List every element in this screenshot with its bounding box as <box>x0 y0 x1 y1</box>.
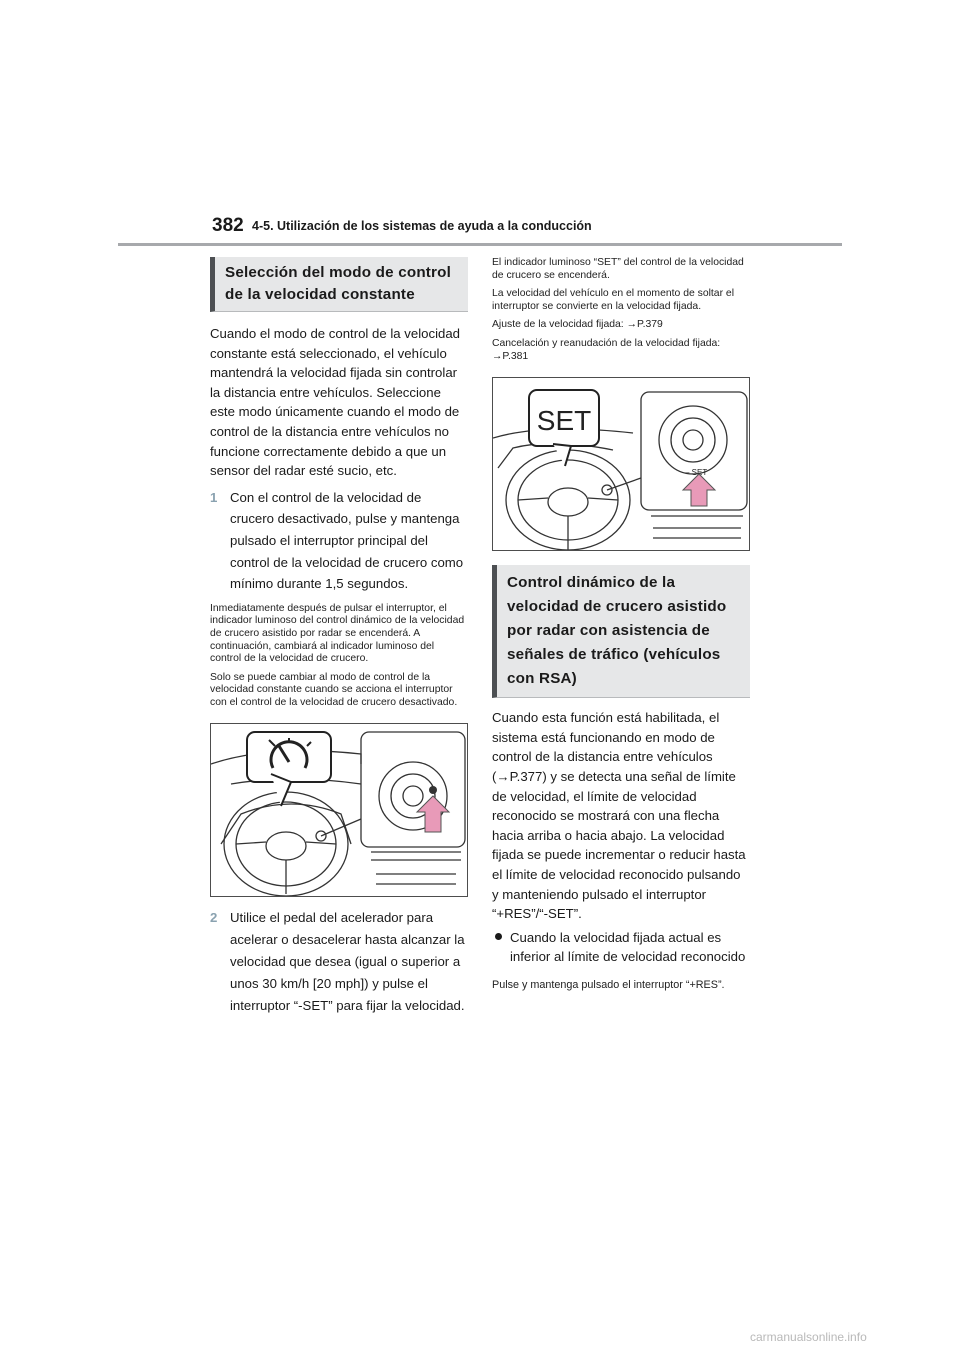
rsa-bullet-text: Cuando la velocidad fijada actual es inferior al límite de velocidad reconocido <box>510 929 746 965</box>
note-fixed-speed: La velocidad del vehículo en el momento de soltar el interruptor se convierte en la velocidad fijada. <box>492 288 735 312</box>
rsa-bullet <box>492 928 750 967</box>
set-indicator-callout <box>529 390 599 466</box>
section-title-constant-speed: Selección del modo de control de la velocidad constante <box>210 257 468 312</box>
cruise-control-icon-callout <box>247 732 331 806</box>
step-2 <box>210 907 468 1017</box>
set-callout-label: SET <box>536 405 592 437</box>
note-indicator-switch: Inmediatamente después de pulsar el interruptor, el indicador luminoso del control dinámico de la velocidad de crucero asistido por radar se encenderá. A continuación, cambiará al indicador luminoso del control de la velocidad de crucero. <box>210 602 465 665</box>
rsa-body: Cuando esta función está habilitada, el sistema está funcionando en modo de control de la distancia entre vehículos (→P.377) y se detecta una señal de límite de velocidad, el límite de velocidad reconocido se mostrará con una flecha hacia arriba o hacia abajo. La velocidad fijada se puede incrementar o reducir hasta el límite de velocidad reconocido pulsando y manteniendo pulsado el interruptor “+RES”/“-SET”. <box>492 710 746 922</box>
page-number: 382 <box>212 215 244 236</box>
constant-speed-intro: Cuando el modo de control de la velocidad constante está seleccionado, el vehículo mantendrá la velocidad fijada sin controlar la distancia entre vehículos. Seleccione este modo únicamente cuando el modo de control de la distancia entre vehículos no funcione correctamente debido a que un sensor del radar esté sucio, etc. <box>210 326 460 479</box>
watermark: carmanualsonline.info <box>750 1330 867 1344</box>
main-switch-button <box>429 786 437 794</box>
step-1-number: 1 <box>210 489 218 505</box>
right-column <box>492 255 750 995</box>
step-1 <box>210 487 468 595</box>
set-switch-label: – SET <box>685 468 708 478</box>
step-2-number: 2 <box>210 910 218 926</box>
steering-wheel-main-switch-illustration <box>211 724 467 896</box>
ref-set-speed: Ajuste de la velocidad fijada: →P.379 <box>492 319 663 331</box>
left-column <box>210 255 468 1017</box>
steering-wheel-set-switch-illustration <box>493 378 749 550</box>
figure-set-switch <box>492 377 750 551</box>
section-title-rsa: Control dinámico de la velocidad de crucero asistido por radar con asistencia de señales de tráfico (vehículos con RSA) <box>492 565 750 698</box>
figure-main-switch <box>210 723 468 897</box>
bullet-icon <box>492 928 510 967</box>
press-arrow-icon <box>683 474 715 506</box>
step-1-text: Con el control de la velocidad de crucero desactivado, pulse y mantenga pulsado el interruptor principal del control de la velocidad de crucero como mínimo durante 1,5 segundos. <box>230 489 464 592</box>
rsa-bullet-note: Pulse y mantenga pulsado el interruptor “+RES”. <box>492 978 725 991</box>
chapter-header: 4-5. Utilización de los sistemas de ayuda a la conducción <box>252 219 592 233</box>
header-divider <box>118 243 842 246</box>
step-2-text: Utilice el pedal del acelerador para acelerar o desacelerar hasta alcanzar la velocidad que desea (igual o superior a unos 30 km/h [20 mph]) y pulse el interruptor “-SET” para fijar la velocidad. <box>230 910 465 1014</box>
ref-cancel-resume: Cancelación y reanudación de la velocidad fijada: →P.381 <box>492 337 721 362</box>
note-mode-switch: Solo se puede cambiar al modo de control de la velocidad constante cuando se acciona el interruptor con el control de la velocidad de crucero desactivado. <box>210 671 458 708</box>
note-set-indicator: El indicador luminoso “SET” del control de la velocidad de crucero se encenderá. <box>492 257 744 281</box>
